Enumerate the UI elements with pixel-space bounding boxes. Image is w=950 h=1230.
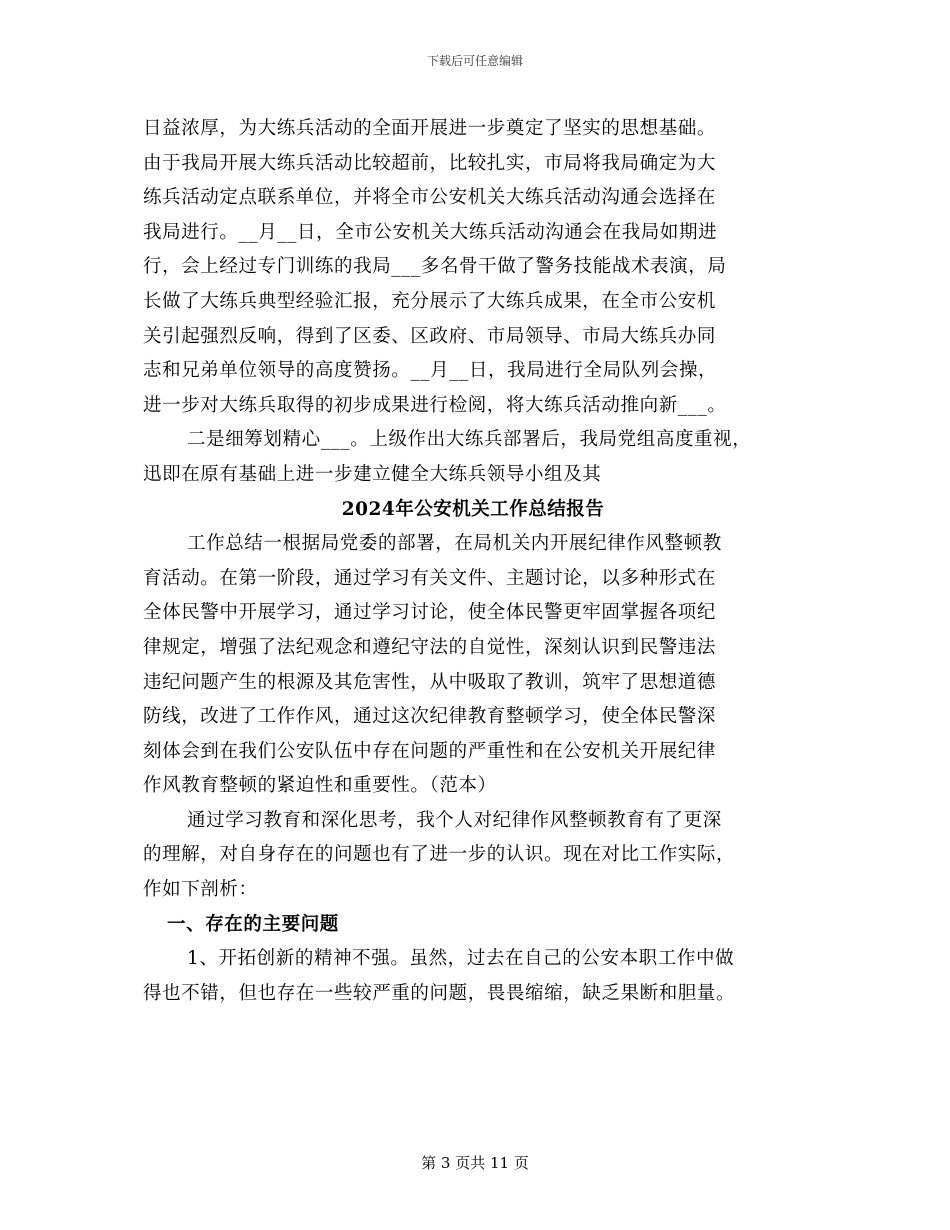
paragraph-first-line: 1、开拓创新的精神不强。虽然，过去在自己的公安本职工作中做	[187, 948, 735, 970]
body-line: 我局进行。__月__日，全市公安机关大练兵活动沟通会在我局如期进	[143, 221, 718, 243]
body-line: 由于我局开展大练兵活动比较超前，比较扎实，市局将我局确定为大	[143, 152, 717, 174]
page-footer: 第 3 页共 11 页	[421, 1154, 529, 1172]
body-line: 日益浓厚，为大练兵活动的全面开展进一步奠定了坚实的思想基础。	[143, 118, 717, 139]
body-line: 志和兄弟单位领导的高度赞扬。__月__日，我局进行全局队列会操，	[143, 360, 718, 382]
body-line: 育活动。在第一阶段，通过学习有关文件、主题讨论，以多种形式在	[143, 567, 717, 589]
body-line: 律规定，增强了法纪观念和遵纪守法的自觉性，深刻认识到民警违法	[143, 636, 717, 658]
body-line: 进一步对大练兵取得的初步成果进行检阅，将大练兵活动推向新___。	[143, 394, 727, 416]
body-line: 刻体会到在我们公安队伍中存在问题的严重性和在公安机关开展纪律	[143, 740, 717, 762]
document-body	[143, 112, 823, 1011]
body-line: 得也不错，但也存在一些较严重的问题，畏畏缩缩，缺乏果断和胆量。	[143, 982, 736, 1004]
body-line: 防线，改进了工作作风，通过这次纪律教育整顿学习，使全体民警深	[143, 706, 717, 728]
body-line: 行，会上经过专门训练的我局___多名骨干做了警务技能战术表演，局	[143, 256, 727, 278]
paragraph-first-line: 工作总结一根据局党委的部署，在局机关内开展纪律作风整顿教	[187, 533, 722, 555]
body-line: 关引起强烈反响，得到了区委、区政府、市局领导、市局大练兵办同	[143, 325, 717, 347]
body-line: 全体民警中开展学习，通过学习讨论，使全体民警更牢固掌握各项纪	[143, 602, 717, 624]
body-line: 练兵活动定点联系单位，并将全市公安机关大练兵活动沟通会选择在	[143, 187, 717, 209]
body-line: 违纪问题产生的根源及其危害性，从中吸取了教训，筑牢了思想道德	[143, 671, 717, 693]
body-line: 的理解，对自身存在的问题也有了进一步的认识。现在对比工作实际，	[143, 844, 736, 866]
document-title: 2024年公安机关工作总结报告	[341, 498, 605, 520]
section-heading: 一、存在的主要问题	[167, 913, 339, 935]
body-line: 作风教育整顿的紧迫性和重要性。（范本）	[143, 775, 497, 797]
paragraph-first-line: 通过学习教育和深化思考，我个人对纪律作风整顿教育有了更深	[187, 809, 722, 831]
body-line: 长做了大练兵典型经验汇报，充分展示了大练兵成果，在全市公安机	[143, 290, 717, 312]
body-line: 迅即在原有基础上进一步建立健全大练兵领导小组及其	[143, 463, 602, 485]
body-line: 作如下剖析：	[143, 879, 258, 901]
page-header-note: 下载后可任意编辑	[426, 54, 523, 68]
paragraph-first-line: 二是细筹划精心___。上级作出大练兵部署后，我局党组高度重视，	[187, 429, 752, 451]
